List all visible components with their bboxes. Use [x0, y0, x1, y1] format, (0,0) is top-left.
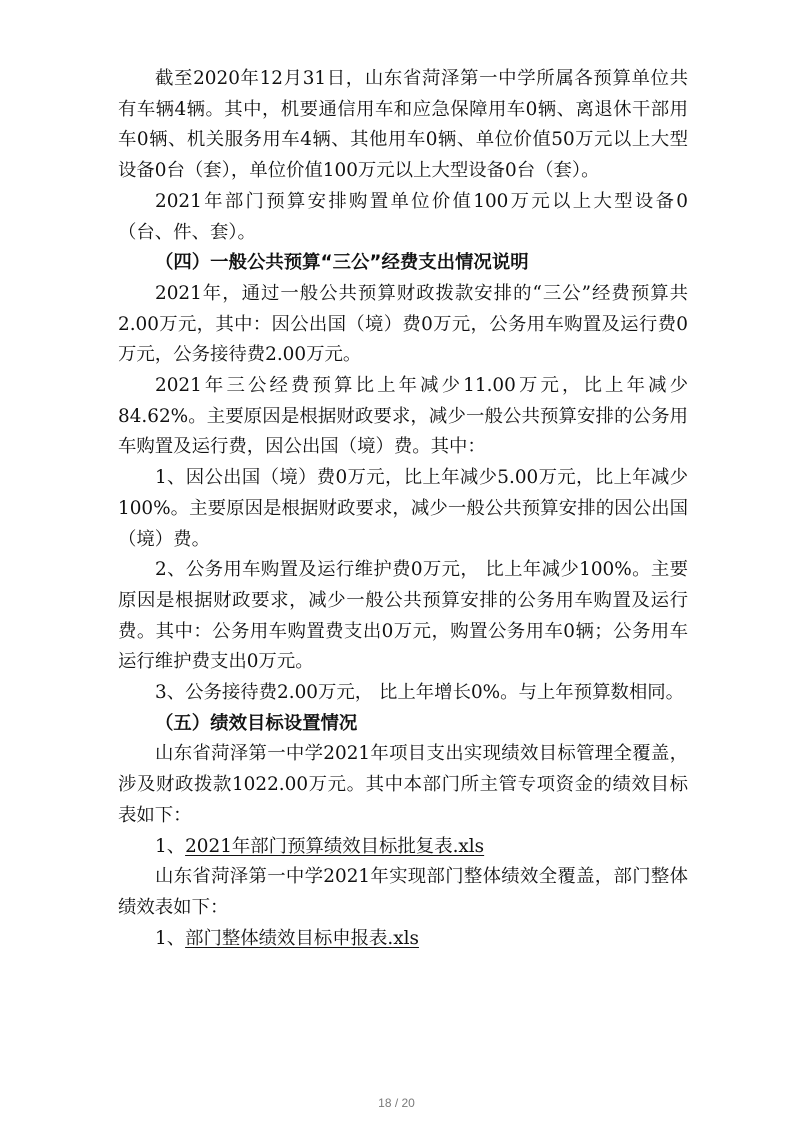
paragraph-performance-intro: 山东省菏泽第一中学2021年项目支出实现绩效目标管理全覆盖，涉及财政拨款1022.00万元。其中本部门所主管专项资金的绩效目标表如下：	[118, 743, 688, 826]
overall-performance-file-link[interactable]: 部门整体绩效目标申报表.xls	[185, 927, 419, 949]
list-item-number: 1、	[155, 835, 186, 857]
page-number: 18 / 20	[378, 1096, 415, 1110]
paragraph-overall-performance-intro: 山东省菏泽第一中学2021年实现部门整体绩效全覆盖，部门整体绩效表如下：	[118, 866, 688, 918]
paragraph-three-public-budget: 2021年，通过一般公共预算财政拨款安排的“三公”经费预算共2.00万元，其中：因公出国（境）费0万元，公务用车购置及运行费0万元，公务接待费2.00万元。	[118, 282, 688, 366]
section-heading-performance: （五）绩效目标设置情况	[155, 712, 358, 734]
paragraph-three-public-decrease: 2021年三公经费预算比上年减少11.00万元，比上年减少84.62%。主要原因是根据财政要求，减少一般公共预算安排的公务用车购置及运行费，因公出国（境）费。其中：	[118, 375, 688, 458]
list-item-overall-file	[118, 924, 688, 955]
paragraph-vehicles: 截至2020年12月31日，山东省菏泽第一中学所属各预算单位共有车辆4辆。其中，机要通信用车和应急保障用车0辆、离退休干部用车0辆、机关服务用车4辆、其他用车0辆、单位价值50万元以上大型设备0台（套），单位价值100万元以上大型设备0台（套）。	[118, 68, 688, 182]
section-heading-three-public: （四）一般公共预算“三公”经费支出情况说明	[155, 252, 529, 274]
list-item-number: 1、	[155, 927, 186, 949]
paragraph-vehicle-expense: 2、公务用车购置及运行维护费0万元， 比上年减少100%。主要原因是根据财政要求，减少一般公共预算安排的公务用车购置及运行费。其中：公务用车购置费支出0万元，购置公务用车0辆；公务用车运行维护费支出0万元。	[118, 559, 688, 673]
list-item-performance-file	[118, 832, 688, 863]
performance-approval-file-link[interactable]: 2021年部门预算绩效目标批复表.xls	[185, 835, 485, 857]
document-body	[118, 64, 688, 954]
paragraph-equipment: 2021年部门预算安排购置单位价值100万元以上大型设备0（台、件、套）。	[118, 190, 688, 243]
paragraph-overseas-expense: 1、因公出国（境）费0万元，比上年减少5.00万元，比上年减少100%。主要原因是根据财政要求，减少一般公共预算安排的因公出国（境）费。	[118, 467, 688, 550]
paragraph-reception-expense: 3、公务接待费2.00万元， 比上年增长0%。与上年预算数相同。	[155, 682, 685, 704]
